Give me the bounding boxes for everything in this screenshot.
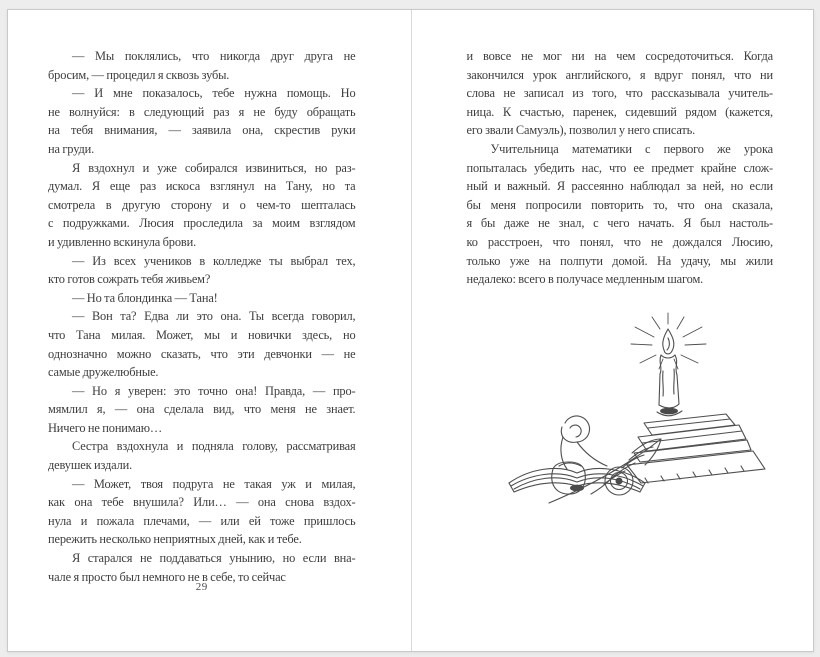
text-line: бросим, — процедил я сквозь зубы. xyxy=(48,67,230,82)
page-number: 29 xyxy=(195,581,208,593)
text-line: — Но та блондинка — Тана! xyxy=(72,290,218,305)
paragraph xyxy=(48,159,356,252)
text-line: Учительница математики с первого же урока xyxy=(490,141,773,156)
text-line: ко расстроен, что понял, что не дождался Люсию, xyxy=(466,234,773,249)
paragraph xyxy=(48,437,356,474)
text-line: бы меня попросили повторить то, что она сказала, xyxy=(466,197,773,212)
text-line: нула и пожала плечами, — или ей тоже пришлось xyxy=(48,513,356,528)
text-line: ный и важный. Я рассеянно наблюдал за ней, но если xyxy=(466,179,773,194)
paragraph xyxy=(48,47,356,84)
text-line: закончился урок английского, я вдруг понял, что ни xyxy=(466,67,773,82)
text-line: — Из всех учеников в колледже ты выбрал тех, xyxy=(72,253,356,268)
text-line: и удивленно вскинула брови. xyxy=(48,234,197,249)
text-line: чале я просто был немного не в себе, то сейчас xyxy=(48,569,286,584)
text-line: Ничего не понимаю… xyxy=(48,420,163,435)
text-line: его звали Самуэль), позволил у него списать. xyxy=(466,123,696,138)
text-line: — Мы поклялись, что никогда друг друга не xyxy=(72,49,356,63)
text-line: и вовсе не мог ни на чем сосредоточиться. Когда xyxy=(466,49,773,63)
text-line: Я старался не поддаваться унынию, но если вна- xyxy=(72,551,356,566)
text-line: самые дружелюбные. xyxy=(48,365,159,380)
open-book xyxy=(509,468,645,492)
paragraph xyxy=(48,252,356,289)
text-line: слова не записал из того, что рассказывала учитель- xyxy=(466,86,773,101)
text-line: я бы даже не знал, с чего начать. Я был настоль- xyxy=(466,216,773,231)
text-line: недалеко: всего в получасе медленным шагом. xyxy=(466,272,704,287)
text-line: ница. К счастью, паренек, сидевший рядом (кажется, xyxy=(466,104,773,119)
paragraph xyxy=(48,84,356,158)
text-line: пережить несколько неприятных дней, как и тебе. xyxy=(48,532,302,547)
book-spread xyxy=(7,9,814,652)
candle-holder xyxy=(657,407,682,415)
candle-flame xyxy=(663,329,674,354)
text-line: попыталась убедить нас, что ее предмет крайне слож- xyxy=(466,160,773,175)
text-line: думал. Я еще раз искоса взглянул на Тану, но та xyxy=(48,179,356,194)
text-line: на тебя внимания, — заявила она, скрестив руки xyxy=(48,123,356,138)
page-gutter-divider xyxy=(411,10,412,651)
candle-rays xyxy=(631,313,706,369)
candle-on-books-illustration xyxy=(501,311,773,509)
text-line: Я вздохнул и уже собирался извиниться, но раз- xyxy=(72,160,356,175)
text-line: однозначно можно сказать, что эти девчонки — не xyxy=(48,346,356,361)
left-page xyxy=(8,10,411,651)
text-line: кто готов сожрать тебя живьем? xyxy=(48,272,211,287)
text-line: — Может, твоя подруга не такая уж и милая, xyxy=(72,476,356,491)
text-line: смотрела в другую сторону и о чем-то шепталась xyxy=(48,197,356,212)
text-line: с подружками. Люсия проследила за моим взглядом xyxy=(48,216,356,231)
text-line: — И мне показалось, тебе нужна помощь. Но xyxy=(72,86,356,101)
text-line: Сестра вздохнула и подняла голову, рассматривая xyxy=(72,439,356,454)
paragraph xyxy=(48,382,356,438)
right-page-text xyxy=(467,47,774,289)
text-line: не волнуйся: в следующий раз я не буду обращать xyxy=(48,104,356,119)
text-line: мямлил я, — она сделала вид, что меня не знает. xyxy=(48,402,356,417)
text-line: девушек издали. xyxy=(48,458,133,473)
paragraph xyxy=(467,140,774,289)
right-page xyxy=(411,10,814,651)
paragraph xyxy=(467,47,774,140)
text-line: — Но я уверен: это точно она! Правда, — про- xyxy=(72,383,356,398)
scroll xyxy=(561,416,607,469)
text-line: как она тебе внушила? Или… — она снова вздох- xyxy=(48,495,356,510)
text-line: что Тана милая. Может, мы и новички здесь, но xyxy=(48,327,356,342)
text-line: только уже на полпути домой. На удачу, мы жили xyxy=(466,253,773,268)
candle-body xyxy=(659,355,679,408)
text-line: — Вон та? Едва ли это она. Ты всегда говорил, xyxy=(72,309,356,324)
paragraph xyxy=(48,289,356,308)
paragraph xyxy=(48,307,356,381)
left-page-text xyxy=(48,47,356,586)
paragraph xyxy=(48,475,356,549)
illustration-container xyxy=(501,311,773,509)
text-line: на груди. xyxy=(48,141,95,156)
